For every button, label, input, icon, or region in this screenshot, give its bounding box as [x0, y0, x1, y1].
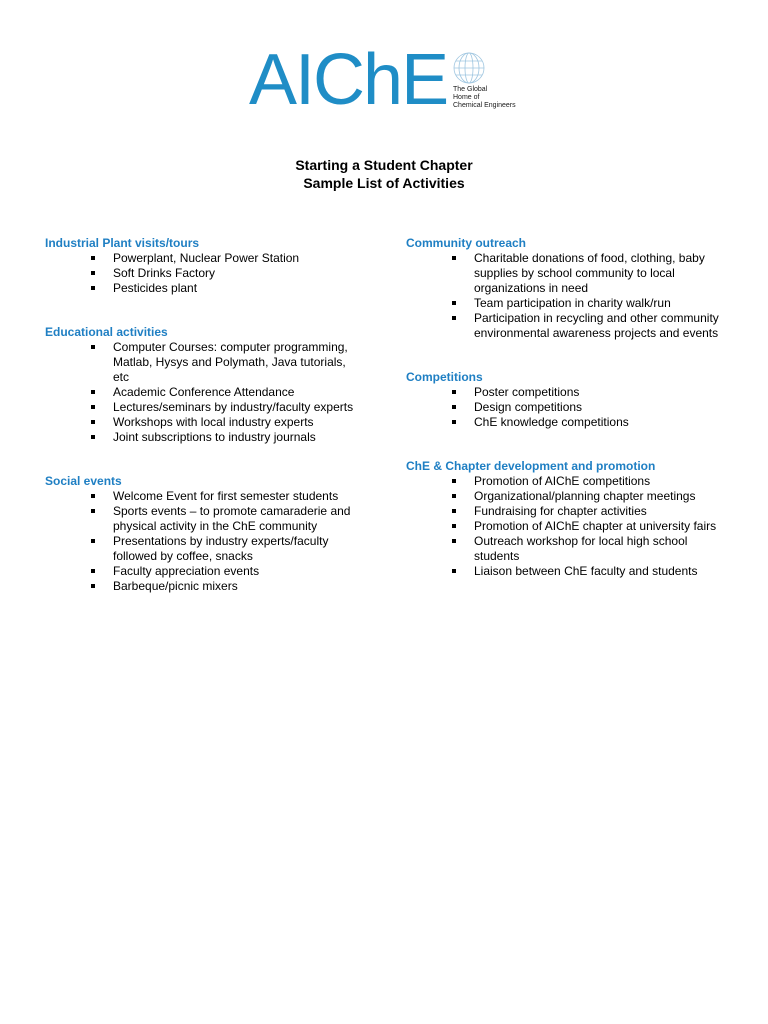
- list-item: Liaison between ChE faculty and students: [474, 564, 726, 579]
- logo-tagline-line: Home of: [453, 94, 480, 101]
- list-item: Computer Courses: computer programming, Matlab, Hysys and Polymath, Java tutorials, etc: [113, 340, 365, 385]
- title-line-1: Starting a Student Chapter: [295, 157, 473, 173]
- list-item: ChE knowledge competitions: [474, 415, 726, 430]
- activity-list: [406, 474, 736, 579]
- list-item: Pesticides plant: [113, 281, 365, 296]
- logo-tagline: [453, 86, 516, 110]
- list-item: Joint subscriptions to industry journals: [113, 430, 365, 445]
- section-heading: Competitions: [406, 370, 483, 384]
- list-item: Powerplant, Nuclear Power Station: [113, 251, 365, 266]
- globe-icon: [452, 51, 486, 85]
- list-item: Charitable donations of food, clothing, baby supplies by school community to local organizations in need: [474, 251, 726, 296]
- section-heading: Industrial Plant visits/tours: [45, 236, 200, 250]
- aiche-logo: [249, 40, 524, 120]
- right-column: [406, 236, 736, 608]
- logo-tagline-line: Chemical Engineers: [453, 102, 516, 109]
- section-heading: Social events: [45, 474, 122, 488]
- list-item: Team participation in charity walk/run: [474, 296, 726, 311]
- list-item: Poster competitions: [474, 385, 726, 400]
- list-item: Promotion of AIChE chapter at university fairs: [474, 519, 726, 534]
- activity-list: [45, 340, 375, 445]
- left-column: [45, 236, 375, 623]
- list-item: Workshops with local industry experts: [113, 415, 365, 430]
- list-item: Organizational/planning chapter meetings: [474, 489, 726, 504]
- list-item: Welcome Event for first semester students: [113, 489, 365, 504]
- title-line-2: Sample List of Activities: [303, 175, 465, 191]
- section-che-chapter-development: [406, 459, 736, 579]
- list-item: Soft Drinks Factory: [113, 266, 365, 281]
- list-item: Fundraising for chapter activities: [474, 504, 726, 519]
- list-item: Barbeque/picnic mixers: [113, 579, 365, 594]
- section-community-outreach: [406, 236, 736, 341]
- section-competitions: [406, 370, 736, 430]
- list-item: Lectures/seminars by industry/faculty experts: [113, 400, 365, 415]
- list-item: Presentations by industry experts/faculty followed by coffee, snacks: [113, 534, 365, 564]
- section-heading: Educational activities: [45, 325, 168, 339]
- list-item: Promotion of AIChE competitions: [474, 474, 726, 489]
- list-item: Participation in recycling and other community environmental awareness projects and events: [474, 311, 726, 341]
- section-heading: Community outreach: [406, 236, 527, 250]
- section-industrial-plant-visits: [45, 236, 375, 296]
- section-heading: ChE & Chapter development and promotion: [406, 459, 656, 473]
- list-item: Academic Conference Attendance: [113, 385, 365, 400]
- document-title: [0, 156, 768, 192]
- activity-list: [406, 385, 736, 430]
- logo-tagline-line: The Global: [453, 86, 488, 93]
- list-item: Design competitions: [474, 400, 726, 415]
- list-item: Sports events – to promote camaraderie and physical activity in the ChE community: [113, 504, 365, 534]
- activity-list: [406, 251, 736, 341]
- logo-wordmark: AIChE: [249, 40, 448, 120]
- activity-list: [45, 489, 375, 594]
- section-social-events: [45, 474, 375, 594]
- activity-list: [45, 251, 375, 296]
- list-item: Faculty appreciation events: [113, 564, 365, 579]
- section-educational-activities: [45, 325, 375, 445]
- list-item: Outreach workshop for local high school students: [474, 534, 726, 564]
